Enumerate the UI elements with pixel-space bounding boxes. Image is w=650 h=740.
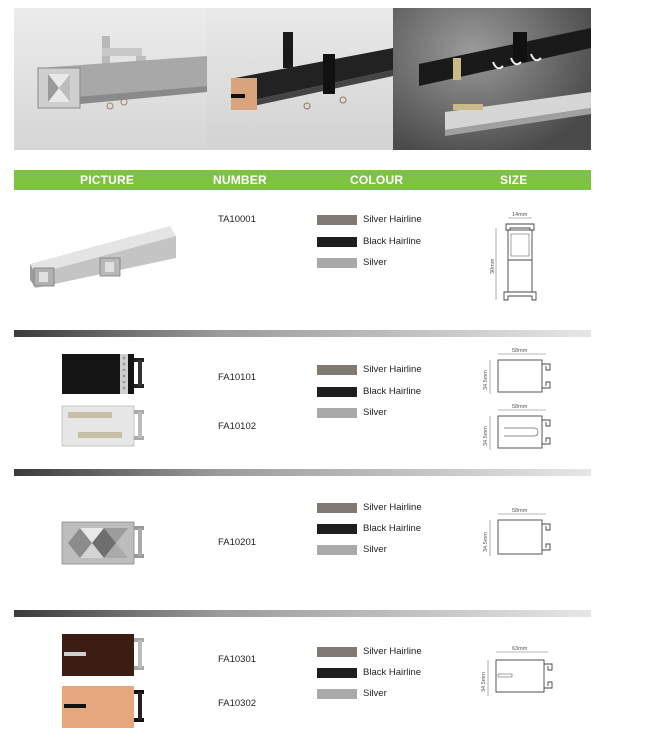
size-drawing-fa10102 (476, 402, 566, 452)
swatch-silver (317, 689, 357, 699)
product-number: FA10101 (218, 372, 257, 383)
header-size: SIZE (500, 173, 528, 187)
product-image-ta10001 (20, 222, 180, 292)
dim-width: 58mm (512, 404, 528, 410)
swatch-black-hairline (317, 387, 357, 397)
dim-height: 34.5mm (483, 370, 489, 390)
colour-label: Silver Hairline (363, 646, 422, 657)
colour-label: Black Hairline (363, 523, 422, 534)
colour-label: Black Hairline (363, 386, 422, 397)
dim-width: 63mm (512, 646, 528, 652)
dim-width: 14mm (512, 212, 528, 218)
dim-height: 30mm (490, 258, 496, 274)
dim-height: 34.5mm (481, 672, 487, 692)
product-photo-silver-rail (14, 8, 207, 150)
product-number: FA10301 (218, 654, 257, 665)
dim-height: 34.5mm (483, 532, 489, 552)
colour-label: Black Hairline (363, 236, 422, 247)
colour-label: Silver Hairline (363, 214, 422, 225)
swatch-black-hairline (317, 237, 357, 247)
section-divider (14, 610, 591, 617)
product-number: FA10102 (218, 421, 257, 432)
swatch-silver-hairline (317, 365, 357, 375)
product-image-fa10301 (60, 632, 150, 678)
swatch-silver (317, 545, 357, 555)
size-drawing-fa10301 (476, 644, 566, 700)
product-image-fa10101 (60, 352, 150, 396)
table-header (14, 170, 591, 190)
colour-label: Silver (363, 407, 387, 418)
header-colour: COLOUR (350, 173, 404, 187)
colour-label: Silver (363, 544, 387, 555)
product-photo-black-rail (207, 8, 393, 150)
product-image-fa10201 (60, 520, 150, 566)
size-drawing-ta10001 (486, 210, 546, 306)
swatch-black-hairline (317, 668, 357, 678)
swatch-silver-hairline (317, 647, 357, 657)
product-image-fa10302 (60, 684, 150, 730)
product-number: FA10302 (218, 698, 257, 709)
swatch-silver (317, 408, 357, 418)
colour-label: Silver (363, 257, 387, 268)
section-divider (14, 330, 591, 337)
swatch-silver-hairline (317, 503, 357, 513)
product-photo-double-rail (393, 8, 591, 150)
dim-width: 58mm (512, 348, 528, 354)
swatch-silver-hairline (317, 215, 357, 225)
product-image-fa10102 (60, 404, 150, 448)
header-number: NUMBER (213, 173, 267, 187)
colour-label: Black Hairline (363, 667, 422, 678)
colour-label: Silver Hairline (363, 364, 422, 375)
dim-width: 58mm (512, 508, 528, 514)
product-number: TA10001 (218, 214, 256, 225)
product-number: FA10201 (218, 537, 257, 548)
colour-label: Silver Hairline (363, 502, 422, 513)
colour-label: Silver (363, 688, 387, 699)
swatch-black-hairline (317, 524, 357, 534)
header-picture: PICTURE (80, 173, 135, 187)
section-divider (14, 469, 591, 476)
size-drawing-fa10101 (476, 346, 566, 396)
size-drawing-fa10201 (476, 506, 566, 560)
swatch-silver (317, 258, 357, 268)
dim-height: 34.5mm (483, 426, 489, 446)
